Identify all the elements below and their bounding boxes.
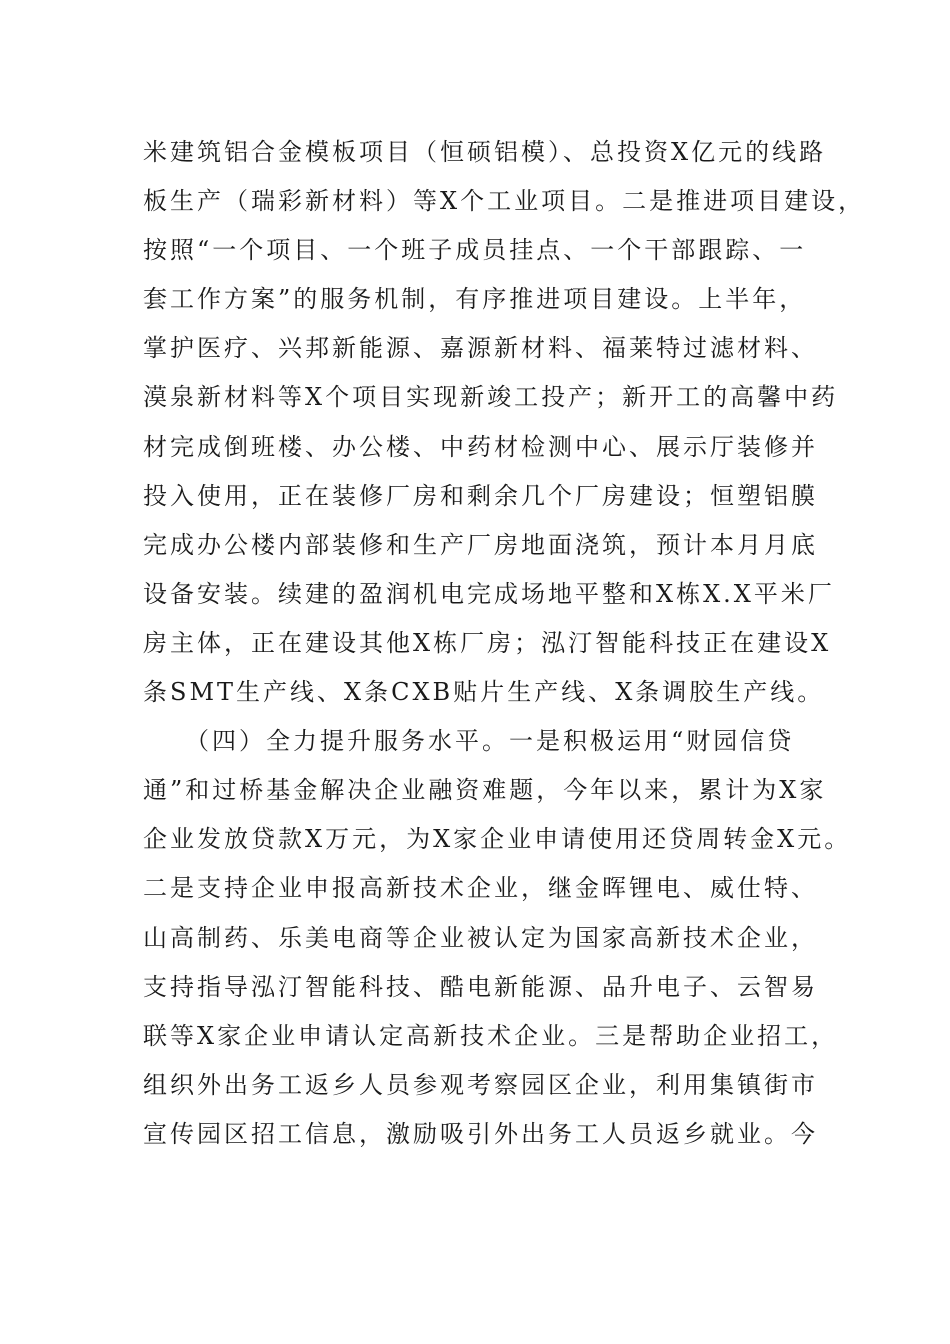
text-line: 套工作方案”的服务机制，有序推进项目建设。上半年， (143, 285, 807, 314)
text-line: 宣传园区招工信息，激励吸引外出务工人员返乡就业。今 (143, 1119, 818, 1148)
text-line: 二是支持企业申报高新技术企业，继金晖锂电、威仕特、 (143, 874, 818, 903)
text-line: 完成办公楼内部装修和生产厂房地面浇筑，预计本月月底 (143, 530, 818, 559)
text-line: 通”和过桥基金解决企业融资难题，今年以来，累计为X家 (143, 776, 827, 805)
text-line: 按照“一个项目、一个班子成员挂点、一个干部跟踪、一 (143, 236, 807, 265)
text-line: 联等X家企业申请认定高新技术企业。三是帮助企业招工， (143, 1021, 839, 1050)
text-line: 漠泉新材料等X个项目实现新竣工投产；新开工的高馨中药 (143, 383, 839, 412)
text-line: 材完成倒班楼、办公楼、中药材检测中心、展示厅装修并 (143, 432, 818, 461)
body-text (143, 128, 866, 1159)
section-heading-line: （四）全力提升服务水平。一是积极运用“财园信贷 (143, 727, 795, 756)
text-line: 企业发放贷款X万元，为X家企业申请使用还贷周转金X元。 (143, 825, 852, 854)
text-line: 米建筑铝合金模板项目（恒硕铝模）、总投资X亿元的线路 (143, 138, 827, 166)
text-line: 投入使用，正在装修厂房和剩余几个厂房建设；恒塑铝膜 (143, 481, 818, 510)
text-line: 房主体，正在建设其他X栋厂房；泓汀智能科技正在建设X (143, 628, 832, 657)
text-line: 条SMT生产线、X条CXB贴片生产线、X条调胶生产线。 (143, 678, 825, 707)
text-line: 掌护医疗、兴邦新能源、嘉源新材料、福莱特过滤材料、 (143, 334, 818, 363)
text-line: 山高制药、乐美电商等企业被认定为国家高新技术企业， (143, 923, 818, 952)
text-line: 组织外出务工返乡人员参观考察园区企业，利用集镇街市 (143, 1070, 818, 1099)
text-line: 板生产（瑞彩新材料）等X个工业项目。二是推进项目建设， (143, 187, 866, 216)
text-line: 设备安装。续建的盈润机电完成场地平整和X栋X.X平米厂 (143, 579, 835, 608)
text-line: 支持指导泓汀智能科技、酷电新能源、品升电子、云智易 (143, 972, 818, 1001)
